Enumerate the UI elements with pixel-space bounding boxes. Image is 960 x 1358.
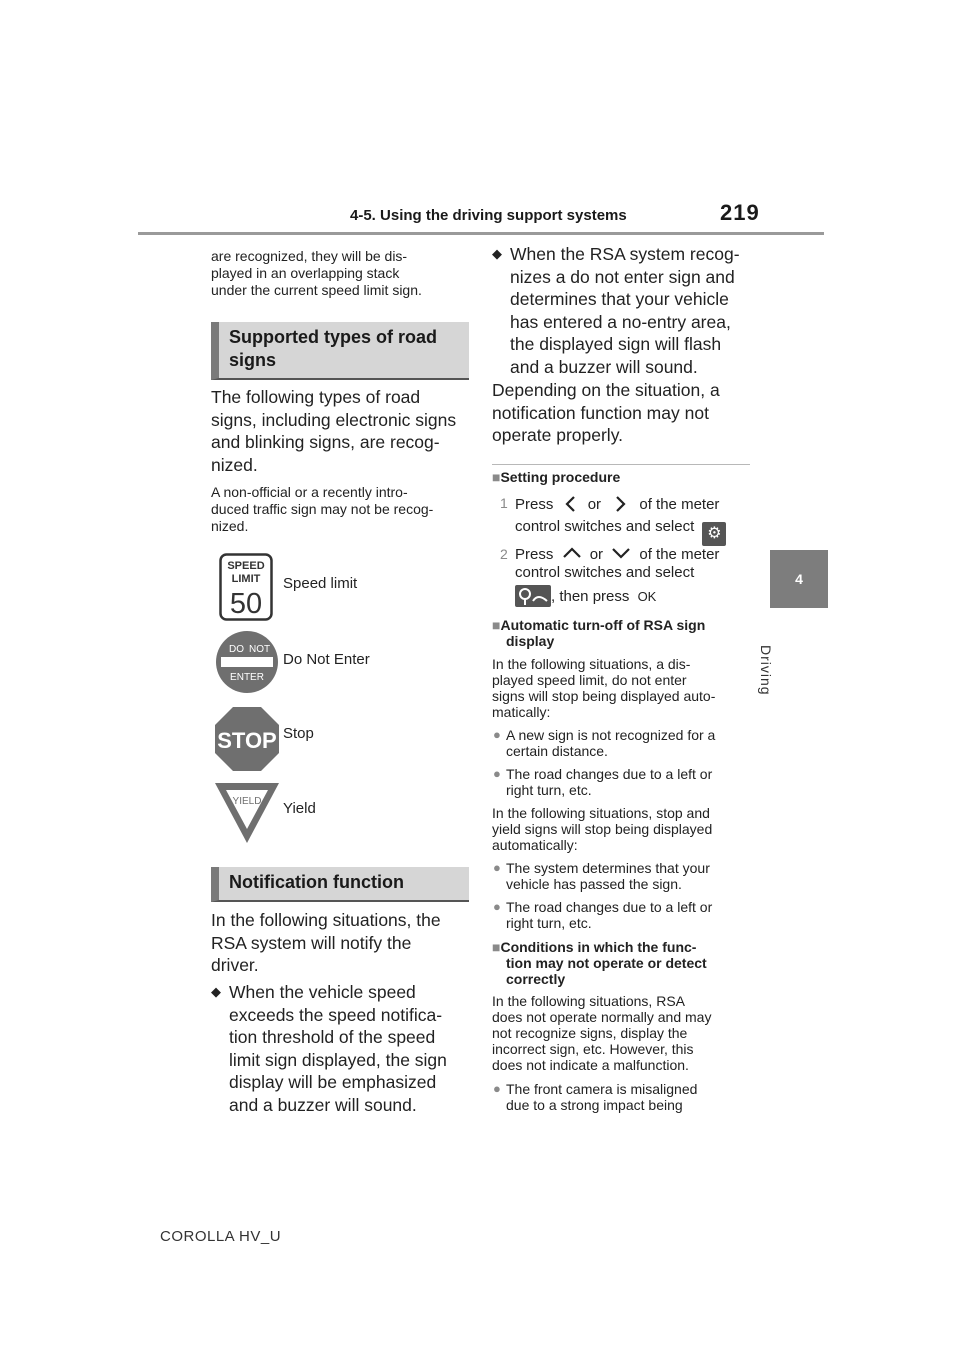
step-2-line3: , then press OK — [515, 585, 656, 607]
chapter-label: Driving — [758, 645, 774, 696]
svg-text:STOP: STOP — [217, 728, 277, 753]
circle-bullet-icon: ● — [493, 860, 501, 875]
notification-heading: Notification function — [211, 867, 469, 902]
square-bullet-icon: ■ — [492, 469, 501, 485]
step-1-line2: control switches and select ⚙ — [515, 519, 726, 546]
supported-heading: Supported types of road signs — [211, 322, 469, 380]
sign-label-do-not-enter: Do Not Enter — [283, 651, 370, 668]
svg-text:SPEED: SPEED — [227, 560, 265, 572]
circle-bullet-icon: ● — [493, 899, 501, 914]
yield-sign-icon — [214, 782, 280, 844]
section-title: 4-5. Using the driving support systems — [350, 207, 627, 224]
chevron-right-icon — [611, 495, 629, 513]
step-1: 1 Press or of the meter — [500, 495, 720, 513]
stop-item-1: ● The system determines that your vehicle has passed the sign. — [493, 860, 710, 892]
do-not-enter-sign-icon — [215, 630, 279, 694]
rsa-icon — [515, 585, 551, 607]
sign-label-yield: Yield — [283, 800, 316, 817]
page-number: 219 — [720, 200, 760, 225]
bullet-dot-icon: ◆ — [492, 246, 502, 261]
bullet-dot-icon: ◆ — [211, 984, 221, 999]
footer-model: COROLLA HV_U — [160, 1228, 282, 1245]
svg-text:LIMIT: LIMIT — [231, 573, 261, 585]
notification-body: In the following situations, the RSA system will notify the driver. — [211, 910, 441, 975]
section-divider — [492, 464, 750, 465]
square-bullet-icon: ■ — [492, 617, 501, 633]
chevron-up-icon — [562, 546, 582, 560]
intro-text: are recognized, they will be dis- played in an overlapping stack under the current speed limit sign. — [211, 248, 422, 298]
chevron-left-icon — [562, 495, 580, 513]
cond-body: In the following situations, RSA does not operate normally and may not recognize signs, display the incorrect sign, etc. However, this does not indicate a malfunction. — [492, 993, 712, 1073]
auto-heading: ■Automatic turn-off of RSA sign display — [492, 617, 706, 649]
cond-heading: ■Conditions in which the func- tion may not operate or detect correctly — [492, 939, 707, 987]
svg-text:NOT: NOT — [249, 644, 271, 655]
circle-bullet-icon: ● — [493, 766, 501, 781]
sign-label-stop: Stop — [283, 725, 314, 742]
auto-body: In the following situations, a dis- played speed limit, do not enter signs will stop being displayed auto- matically: — [492, 656, 716, 720]
header-divider — [138, 232, 824, 235]
gear-icon: ⚙ — [702, 522, 726, 546]
auto-item-1: ● A new sign is not recognized for a certain distance. — [493, 727, 716, 759]
chapter-tab[interactable] — [770, 550, 828, 608]
svg-text:DO: DO — [229, 644, 244, 655]
step-2: 2 Press or of the meter — [500, 546, 720, 563]
cond-item-1: ● The front camera is misaligned due to a strong impact being — [493, 1081, 698, 1113]
supported-body: The following types of road signs, including electronic signs and blinking signs, are recog- nized. — [211, 387, 457, 475]
stop-body: In the following situations, stop and yield signs will stop being displayed automatically: — [492, 805, 713, 853]
stop-sign-icon — [214, 706, 280, 772]
stop-item-2: ● The road changes due to a left or right turn, etc. — [493, 899, 713, 931]
chapter-number: 4 — [795, 571, 803, 587]
bullet-speed-exceed: ◆ When the vehicle speed exceeds the speed notifica- tion threshold of the speed limit sign displayed, the sign display will be emphasized and a buzzer will sound. — [211, 982, 447, 1115]
square-bullet-icon: ■ — [492, 939, 501, 955]
auto-item-2: ● The road changes due to a left or right turn, etc. — [493, 766, 713, 798]
circle-bullet-icon: ● — [493, 1081, 501, 1096]
svg-text:YIELD: YIELD — [232, 796, 262, 807]
circle-bullet-icon: ● — [493, 727, 501, 742]
depending-text: Depending on the situation, a notification function may not operate properly. — [492, 380, 720, 445]
sign-label-speed-limit: Speed limit — [283, 575, 358, 592]
bullet-no-entry: ◆ When the RSA system recog- nizes a do not enter sign and determines that your vehicle has entered a no-entry area, the displayed sign will flash and a buzzer will sound. — [492, 244, 740, 377]
svg-text:ENTER: ENTER — [230, 672, 264, 683]
setting-heading: ■Setting procedure — [492, 469, 621, 485]
supported-note: A non-official or a recently intro- duced traffic sign may not be recog- nized. — [211, 484, 434, 534]
speed-limit-sign-icon — [219, 553, 273, 621]
chevron-down-icon — [611, 546, 631, 560]
ok-button-icon: OK — [637, 589, 657, 604]
step-2-line2: control switches and select — [515, 564, 695, 581]
svg-text:50: 50 — [229, 588, 263, 620]
